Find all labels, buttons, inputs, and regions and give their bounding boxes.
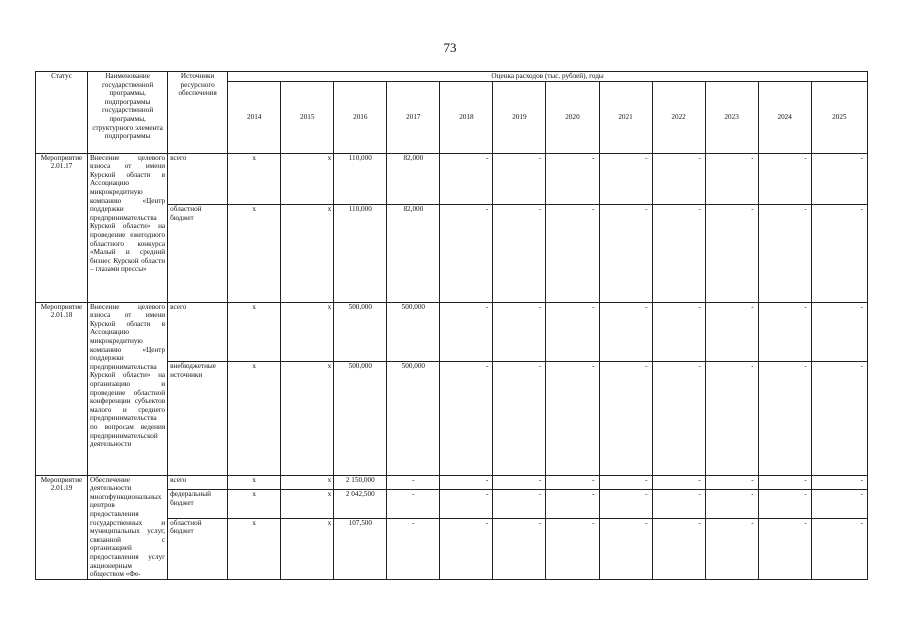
- measure-name: Обеспечение деятельности многофункциональных центров предоставления государственных и муниципальных услуг, связанной с организацией предоставления услуг акционерным обществом «Фе-: [88, 475, 168, 579]
- value-cell: x: [228, 475, 281, 490]
- value-cell: -: [652, 475, 705, 490]
- value-cell: -: [493, 302, 546, 362]
- value-cell: -: [493, 205, 546, 303]
- table-row: [36, 302, 868, 362]
- value-cell: x: [228, 518, 281, 579]
- value-cell: -: [811, 490, 867, 518]
- value-cell: -: [758, 153, 811, 204]
- value-cell: -: [705, 490, 758, 518]
- value-cell: -: [493, 518, 546, 579]
- year-2020: 2020: [546, 81, 599, 153]
- value-cell: -: [599, 490, 652, 518]
- source-cell: всего: [168, 153, 228, 204]
- value-cell: 107,500: [334, 518, 387, 579]
- year-2018: 2018: [440, 81, 493, 153]
- value-cell: x: [281, 518, 334, 579]
- value-cell: 500,000: [387, 302, 440, 362]
- header-name: Наименование государственной программы, подпрограммы государственной программы, структурного элемента подпрограммы: [88, 72, 168, 154]
- value-cell: 82,000: [387, 205, 440, 303]
- value-cell: -: [705, 205, 758, 303]
- value-cell: -: [705, 302, 758, 362]
- value-cell: -: [387, 475, 440, 490]
- measure-name: Внесение целевого взноса от имени Курской области в Ассоциацию микрокредитную компанию «Центр поддержки предпринимательства Курской области» на проведение ежегодного областного конкурса «Малый и средний бизнес Курской области – глазами прессы»: [88, 153, 168, 302]
- value-cell: 2 150,000: [334, 475, 387, 490]
- value-cell: -: [440, 490, 493, 518]
- value-cell: -: [705, 475, 758, 490]
- year-2023: 2023: [705, 81, 758, 153]
- value-cell: 82,000: [387, 153, 440, 204]
- value-cell: -: [387, 490, 440, 518]
- value-cell: -: [493, 490, 546, 518]
- measure-status: Мероприятие 2.01.18: [36, 302, 88, 475]
- value-cell: -: [758, 475, 811, 490]
- value-cell: -: [546, 205, 599, 303]
- year-2014: 2014: [228, 81, 281, 153]
- value-cell: -: [440, 205, 493, 303]
- value-cell: -: [493, 362, 546, 475]
- source-cell: федеральный бюджет: [168, 490, 228, 518]
- value-cell: -: [811, 362, 867, 475]
- value-cell: x: [228, 362, 281, 475]
- value-cell: -: [546, 475, 599, 490]
- value-cell: x: [228, 153, 281, 204]
- source-cell: областной бюджет: [168, 518, 228, 579]
- value-cell: x: [228, 490, 281, 518]
- page-number: 73: [443, 40, 457, 55]
- value-cell: x: [281, 153, 334, 204]
- value-cell: x: [281, 302, 334, 362]
- value-cell: 110,000: [334, 205, 387, 303]
- value-cell: -: [440, 362, 493, 475]
- measure-status: Мероприятие 2.01.19: [36, 475, 88, 579]
- value-cell: x: [281, 490, 334, 518]
- value-cell: -: [546, 518, 599, 579]
- value-cell: -: [652, 302, 705, 362]
- value-cell: -: [811, 302, 867, 362]
- value-cell: -: [493, 475, 546, 490]
- year-2024: 2024: [758, 81, 811, 153]
- value-cell: 500,000: [334, 302, 387, 362]
- value-cell: -: [546, 490, 599, 518]
- value-cell: -: [705, 153, 758, 204]
- value-cell: -: [652, 205, 705, 303]
- value-cell: 110,000: [334, 153, 387, 204]
- source-cell: всего: [168, 475, 228, 490]
- value-cell: -: [811, 518, 867, 579]
- value-cell: -: [493, 153, 546, 204]
- source-cell: всего: [168, 302, 228, 362]
- value-cell: 2 042,500: [334, 490, 387, 518]
- source-cell: областной бюджет: [168, 205, 228, 303]
- measure-status: Мероприятие 2.01.17: [36, 153, 88, 302]
- value-cell: x: [228, 205, 281, 303]
- year-2021: 2021: [599, 81, 652, 153]
- value-cell: -: [652, 490, 705, 518]
- year-2016: 2016: [334, 81, 387, 153]
- value-cell: -: [387, 518, 440, 579]
- header-sources: Источники ресурсного обеспечения: [168, 72, 228, 154]
- value-cell: -: [811, 205, 867, 303]
- year-2025: 2025: [811, 81, 867, 153]
- header-status: Статус: [36, 72, 88, 154]
- value-cell: -: [440, 518, 493, 579]
- value-cell: x: [281, 475, 334, 490]
- year-2019: 2019: [493, 81, 546, 153]
- value-cell: -: [546, 153, 599, 204]
- table-row: [36, 475, 868, 490]
- value-cell: -: [546, 362, 599, 475]
- value-cell: -: [811, 475, 867, 490]
- measure-name: Внесение целевого взноса от имени Курской области в Ассоциацию микрокредитную компанию «Центр поддержки предпринимательства Курской области» на организацию и проведение областной конференции субъектов малого и среднего предпринимательства по вопросам ведения предпринимательской деятельности: [88, 302, 168, 475]
- value-cell: -: [599, 153, 652, 204]
- table-row: [36, 153, 868, 204]
- value-cell: -: [599, 205, 652, 303]
- value-cell: -: [758, 362, 811, 475]
- value-cell: -: [705, 362, 758, 475]
- source-cell: внебюджетные источники: [168, 362, 228, 475]
- value-cell: -: [440, 153, 493, 204]
- value-cell: -: [440, 475, 493, 490]
- header-estimate: Оценка расходов (тыс. рублей), годы: [228, 72, 868, 82]
- value-cell: x: [281, 362, 334, 475]
- value-cell: x: [228, 302, 281, 362]
- value-cell: -: [599, 302, 652, 362]
- value-cell: -: [440, 302, 493, 362]
- value-cell: -: [811, 153, 867, 204]
- value-cell: -: [652, 153, 705, 204]
- value-cell: -: [652, 518, 705, 579]
- value-cell: -: [705, 518, 758, 579]
- value-cell: -: [758, 518, 811, 579]
- value-cell: -: [546, 302, 599, 362]
- value-cell: -: [758, 490, 811, 518]
- value-cell: -: [599, 362, 652, 475]
- header-row: [36, 72, 868, 82]
- value-cell: 500,000: [334, 362, 387, 475]
- year-2015: 2015: [281, 81, 334, 153]
- year-2022: 2022: [652, 81, 705, 153]
- value-cell: -: [599, 475, 652, 490]
- value-cell: -: [758, 205, 811, 303]
- value-cell: -: [758, 302, 811, 362]
- value-cell: -: [652, 362, 705, 475]
- budget-table: [35, 71, 868, 580]
- value-cell: -: [599, 518, 652, 579]
- value-cell: x: [281, 205, 334, 303]
- value-cell: 500,000: [387, 362, 440, 475]
- year-2017: 2017: [387, 81, 440, 153]
